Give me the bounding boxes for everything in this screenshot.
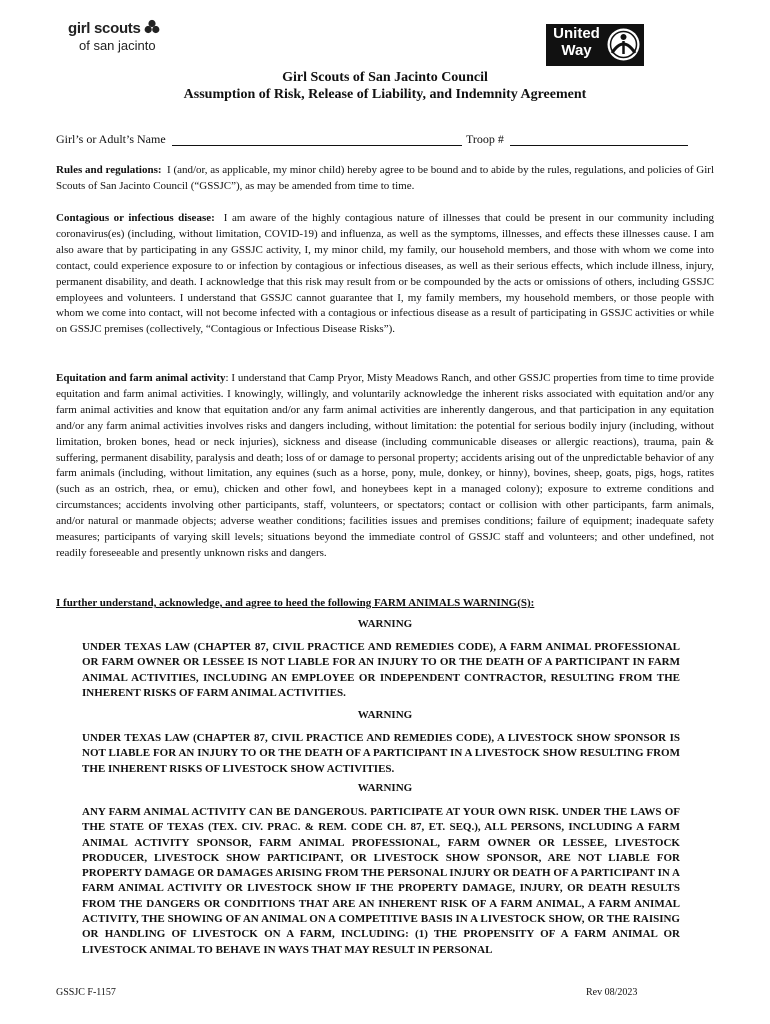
contagious-paragraph (56, 211, 714, 338)
warning-text-3: ANY FARM ANIMAL ACTIVITY CAN BE DANGEROUS. PARTICIPATE AT YOUR OWN RISK. UNDER THE LAWS OF THE STATE OF TEXAS (TEX. CIV. PRAC. & REM. CODE CH. 87, ET. SEQ.), ALL PERSONS, INCLUDING A FARM ANIMAL ACTIVITY SPONSOR, FARM ANIMAL PROFESSIONAL, FARM OWNER OR LESSEE, LIVESTOCK PRODUCER, LIVESTOCK SHOW PARTICIPANT, OR LIVESTOCK SHOW SPONSOR, ARE NOT LIABLE FOR PROPERTY DAMAGE OR DAMAGES ARISING FROM THE PERSONAL INJURY OR DEATH OF A PARTICIPANT IN A FARM ANIMAL ACTIVITY OR LIVESTOCK SHOW IF THE PROPERTY DAMAGE, INJURY, OR DEATH RESULTS FROM THE DANGERS OR CONDITIONS THAT ARE AN INHERENT RISK OF A FARM ANIMAL, A FARM ANIMAL ACTIVITY, THE SHOWING OF AN ANIMAL ON A COMPETITIVE BASIS IN A LIVESTOCK SHOW, OR THE RAISING OR HANDLING OF LIVESTOCK ON A FARM, INCLUDING: (1) THE PROPENSITY OF A FARM ANIMAL OR LIVESTOCK ANIMAL TO BEHAVE IN WAYS THAT MAY RESULT IN PERSONAL (82, 806, 680, 956)
logo-gs-line2: of san jacinto (79, 38, 156, 53)
equitation-paragraph (56, 371, 714, 562)
name-field[interactable] (172, 145, 462, 146)
warning-heading-2: WARNING (357, 709, 413, 721)
united-way-emblem-icon (606, 27, 641, 62)
equitation-text: : I understand that Camp Pryor, Misty Meadows Ranch, and other GSSJC properties from time to time provide equitation and farm animal activities. I knowingly, willingly, and voluntarily acknowledge the inherent risks associated with equitation and/or any farm animal activities and know that equitation and/or any farm animal activities are inherently dangerous, and that participation in any equitation and/or any farm animal activities involves risks and dangers including, without limitation: the potential for serious bodily injury (including, without limitation, broken bones, head or neck injuries), sickness and disease (including communicable diseases or allergic reactions), trauma, pain & suffering, permanent disability, paralysis and death; loss of or damage to personal property; accidents arising out of the unpredictable behavior of any farm animals (including, without limitation, any equines (such as a horse, pony, mule, donkey, or hinny), bovines, sheep, goats, pigs, hogs, ratites (such as an ostrich, rhea, or emu), chicken and other fowl, and honeybees kept in a managed colony); exposure to extreme conditions and circumstances; accidents involving other participants, staff, volunteers, or spectators; contact or collision with other participants, farm animals, and/or natural or manmade objects; adverse weather conditions; facilities issues and premises conditions; failure of equipment; inadequate safety measures; participants of varying skill levels; situations beyond the immediate control of GSSJC staff and volunteers; and other undefined, not readily foreseeable and presently unknown risks and dangers. (56, 372, 714, 559)
contagious-heading: Contagious or infectious disease: (56, 212, 215, 224)
form-id: GSSJC F-1157 (56, 987, 116, 998)
name-troop-row (56, 132, 716, 148)
warning-text-1: UNDER TEXAS LAW (CHAPTER 87, CIVIL PRACTICE AND REMEDIES CODE), A FARM ANIMAL PROFESSIONAL OR FARM OWNER OR LESSEE IS NOT LIABLE FOR AN INJURY TO OR THE DEATH OF A PARTICIPANT IN FARM ANIMAL ACTIVITIES, INCLUDING AN EMPLOYEE OR INDEPENDENT CONTRACTOR, RESULTING FROM THE INHERENT RISKS OF FARM ANIMAL ACTIVITIES. (82, 641, 680, 699)
rules-heading: Rules and regulations: (56, 164, 162, 176)
united-way-logo (546, 24, 644, 66)
logo-uw-line1: United (553, 25, 600, 42)
warning-heading-1: WARNING (357, 618, 413, 630)
warning-heading-3: WARNING (357, 782, 413, 794)
united-way-wordmark (549, 25, 604, 59)
equitation-heading: Equitation and farm animal activity (56, 372, 226, 384)
contagious-text: I am aware of the highly contagious nature of illnesses that could be present in our community including coronavirus(es) (including, without limitation, COVID-19) and influenza, as well as the symptoms, illnesses, and effects these illnesses cause. I am also aware that by participating in any GSSJC activity, I, my minor child, my family, our household members, and those with whom we come into contact, could experience exposure to or infection by contagious or infectious diseases, as well as their serious effects, which include illness, injury, permanent disability, and death. I acknowledge that this risk may result from or be compounded by the acts or omissions of others, including GSSJC employees and volunteers. I understand that GSSJC cannot guarantee that I, my family members, my household members, or those people with whom we come into contact, will not become infected with a contagious or infectious disease as a result of participating in GSSJC activities or while on GSSJC premises (collectively, “Contagious or Infectious Disease Risks”). (56, 212, 714, 336)
troop-field[interactable] (510, 145, 688, 146)
warning-text-2: UNDER TEXAS LAW (CHAPTER 87, CIVIL PRACTICE AND REMEDIES CODE), A LIVESTOCK SHOW SPONSOR IS NOT LIABLE FOR AN INJURY TO OR THE DEATH OF A PARTICIPANT IN A LIVESTOCK SHOW RESULTING FROM THE INHERENT RISKS OF LIVESTOCK SHOW ACTIVITIES. (82, 732, 680, 775)
troop-label: Troop # (466, 132, 504, 146)
trefoil-icon (144, 19, 160, 35)
rules-text: I (and/or, as applicable, my minor child) hereby agree to be bound and to abide by the rules, regulations, and policies of Girl Scouts of San Jacinto Council (“GSSJC”), as may be amended from time to time. (56, 164, 714, 192)
agreement-title: Assumption of Risk, Release of Liability, and Indemnity Agreement (183, 87, 587, 102)
logo-uw-line2: Way (561, 42, 592, 59)
council-title: Girl Scouts of San Jacinto Council (282, 70, 488, 85)
farm-warning-intro: I further understand, acknowledge, and agree to heed the following FARM ANIMALS WARNING(S): (56, 597, 535, 609)
girl-scouts-logo (56, 18, 176, 56)
rules-paragraph (56, 163, 714, 195)
logo-gs-line1: girl scouts (68, 20, 141, 37)
revision-date: Rev 08/2023 (586, 987, 638, 998)
name-label: Girl’s or Adult’s Name (56, 132, 166, 146)
